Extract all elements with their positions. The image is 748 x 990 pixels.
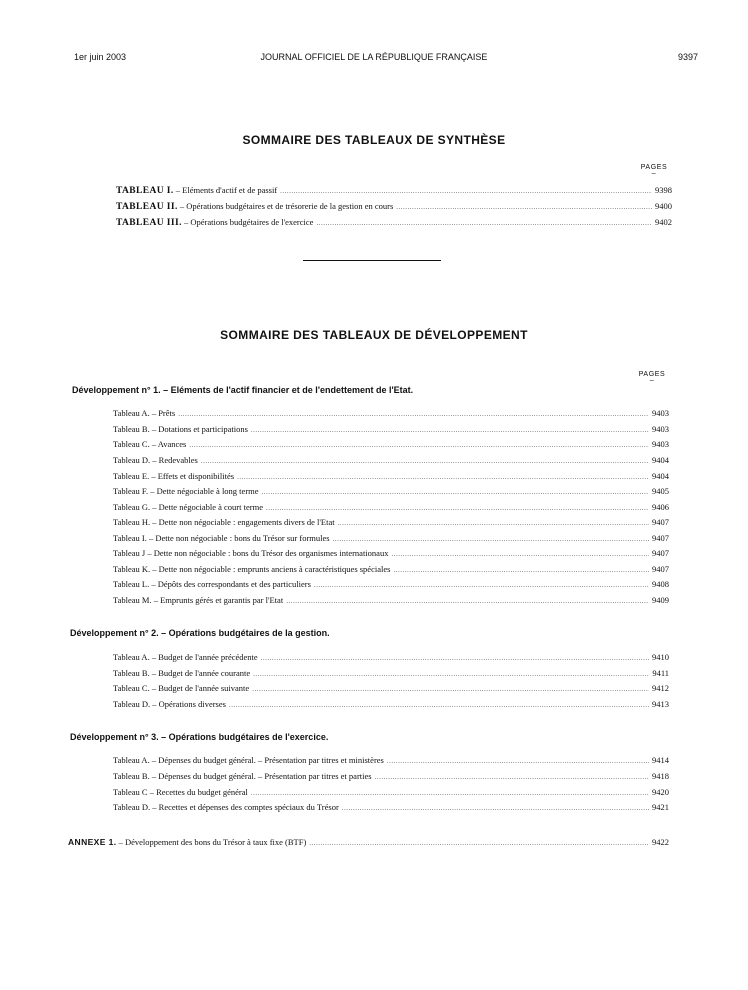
- table-row: [113, 698, 669, 712]
- entry-text: – Eléments d'actif et de passif: [173, 185, 278, 195]
- page-ref: 9420: [652, 787, 669, 797]
- dot-leader: [266, 502, 649, 515]
- page-ref: 9405: [652, 486, 669, 496]
- dot-leader: [189, 439, 649, 452]
- dot-leader: [251, 787, 649, 800]
- page-ref: 9400: [655, 201, 672, 211]
- annexe-row: [68, 836, 669, 850]
- header-journal-title: JOURNAL OFFICIEL DE LA RÉPUBLIQUE FRANÇAISE: [260, 52, 488, 62]
- header-date: 1er juin 2003: [74, 52, 127, 62]
- tableau-label: TABLEAU II.: [116, 202, 178, 212]
- developpement-title: SOMMAIRE DES TABLEAUX DE DÉVELOPPEMENT: [220, 328, 528, 342]
- page-ref: 9404: [652, 455, 669, 465]
- dot-leader: [251, 424, 649, 437]
- table-row: [113, 578, 669, 592]
- page-ref: 9407: [652, 533, 669, 543]
- entry-text: Tableau B. – Budget de l'année courante: [113, 668, 251, 678]
- synthese-row: [116, 216, 672, 230]
- synthese-entry: [116, 184, 277, 198]
- table-row: [113, 563, 669, 577]
- dot-leader: [280, 185, 652, 198]
- dot-leader: [391, 548, 649, 561]
- table-row: [113, 438, 669, 452]
- table-row: [113, 754, 669, 768]
- pages-label: PAGES: [640, 164, 668, 171]
- table-row: [113, 786, 669, 800]
- dot-leader: [252, 683, 649, 696]
- dot-leader: [338, 517, 649, 530]
- table-row: [113, 682, 669, 696]
- dot-leader: [396, 201, 652, 214]
- page-ref: 9412: [652, 683, 669, 693]
- page-ref: 9408: [652, 579, 669, 589]
- annexe-label: ANNEXE 1.: [68, 837, 117, 847]
- dot-leader: [286, 595, 649, 608]
- page-ref: 9404: [652, 471, 669, 481]
- developpement-3-heading: Développement n° 3. – Opérations budgétaires de l'exercice.: [70, 732, 329, 742]
- entry-text: – Opérations budgétaires et de trésorerie de la gestion en cours: [177, 201, 394, 211]
- entry-text: Tableau L. – Dépôts des correspondants et des particuliers: [113, 579, 311, 589]
- dot-leader: [261, 652, 649, 665]
- page-ref: 9421: [652, 802, 669, 812]
- synthese-pages-header: [634, 164, 674, 176]
- entry-text: Tableau E. – Effets et disponibilités: [113, 471, 235, 481]
- tableau-label: TABLEAU I.: [116, 186, 174, 196]
- synthese-entry: [116, 216, 313, 230]
- page-ref: 9402: [655, 217, 672, 227]
- section-divider: [303, 260, 441, 261]
- dot-leader: [237, 471, 649, 484]
- page-ref: 9398: [655, 185, 672, 195]
- entry-text: Tableau A. – Dépenses du budget général. – Présentation par titres et ministères: [113, 755, 384, 765]
- page-ref: 9413: [652, 699, 669, 709]
- developpement-pages-header: [632, 371, 672, 383]
- table-row: [113, 547, 669, 561]
- page-ref: 9407: [652, 564, 669, 574]
- page-ref: 9407: [652, 517, 669, 527]
- dot-leader: [201, 455, 649, 468]
- pages-dash: –: [649, 377, 655, 384]
- entry-text: Tableau D. – Opérations diverses: [113, 699, 226, 709]
- page-ref: 9403: [652, 408, 669, 418]
- synthese-title: SOMMAIRE DES TABLEAUX DE SYNTHÈSE: [242, 133, 506, 147]
- developpement-1-heading: Développement n° 1. – Eléments de l'actif financier et de l'endettement de l'Etat.: [72, 385, 414, 395]
- entry-text: Tableau M. – Emprunts gérés et garantis par l'Etat: [113, 595, 284, 605]
- entry-text: Tableau G. – Dette négociable à court terme: [113, 502, 263, 512]
- page-ref: 9414: [652, 755, 669, 765]
- table-row: [113, 651, 669, 665]
- entry-text: Tableau F. – Dette négociable à long terme: [113, 486, 259, 496]
- page-ref: 9406: [652, 502, 669, 512]
- table-row: [113, 454, 669, 468]
- table-row: [113, 770, 669, 784]
- table-row: [113, 423, 669, 437]
- entry-text: Tableau C – Recettes du budget général: [113, 787, 248, 797]
- page-ref: 9409: [652, 595, 669, 605]
- entry-text: Tableau K. – Dette non négociable : emprunts anciens à caractéristiques spéciales: [113, 564, 391, 574]
- header-page-number: 9397: [677, 52, 698, 62]
- pages-dash: –: [651, 170, 657, 177]
- dot-leader: [314, 579, 649, 592]
- synthese-row: [116, 184, 672, 198]
- annexe-entry: [68, 836, 306, 849]
- table-row: [113, 594, 669, 608]
- pages-label: PAGES: [638, 371, 666, 378]
- table-row: [113, 407, 669, 421]
- entry-text: Tableau H. – Dette non négociable : engagements divers de l'Etat: [113, 517, 335, 527]
- page-ref: 9410: [652, 652, 669, 662]
- entry-text: Tableau A. – Prêts: [113, 408, 176, 418]
- page-ref: 9403: [652, 424, 669, 434]
- entry-text: Tableau B. – Dépenses du budget général. – Présentation par titres et parties: [113, 771, 372, 781]
- tableau-label: TABLEAU III.: [116, 218, 182, 228]
- synthese-row: [116, 200, 672, 214]
- page-ref: 9403: [652, 439, 669, 449]
- entry-text: Tableau I. – Dette non négociable : bons du Trésor sur formules: [113, 533, 330, 543]
- page-ref: 9418: [652, 771, 669, 781]
- table-row: [113, 667, 669, 681]
- synthese-entry: [116, 200, 393, 214]
- dot-leader: [262, 486, 649, 499]
- table-row: [113, 801, 669, 815]
- entry-text: Tableau D. – Recettes et dépenses des comptes spéciaux du Trésor: [113, 802, 339, 812]
- entry-text: Tableau A. – Budget de l'année précédente: [113, 652, 258, 662]
- dot-leader: [178, 408, 649, 421]
- dot-leader: [375, 771, 649, 784]
- entry-text: – Développement des bons du Trésor à taux fixe (BTF): [116, 837, 307, 847]
- entry-text: Tableau B. – Dotations et participations: [113, 424, 248, 434]
- dot-leader: [333, 533, 649, 546]
- table-row: [113, 485, 669, 499]
- table-row: [113, 470, 669, 484]
- dot-leader: [393, 564, 649, 577]
- dot-leader: [342, 802, 649, 815]
- dot-leader: [316, 217, 652, 230]
- page-ref: 9411: [652, 668, 669, 678]
- entry-text: Tableau J – Dette non négociable : bons du Trésor des organismes internationaux: [113, 548, 389, 558]
- page-ref: 9422: [652, 837, 669, 847]
- entry-text: – Opérations budgétaires de l'exercice: [181, 217, 314, 227]
- dot-leader: [253, 668, 649, 681]
- table-row: [113, 532, 669, 546]
- dot-leader: [309, 837, 649, 850]
- table-row: [113, 501, 669, 515]
- dot-leader: [229, 699, 649, 712]
- table-row: [113, 516, 669, 530]
- entry-text: Tableau C. – Budget de l'année suivante: [113, 683, 250, 693]
- dot-leader: [387, 755, 649, 768]
- entry-text: Tableau D. – Redevables: [113, 455, 198, 465]
- page-ref: 9407: [652, 548, 669, 558]
- developpement-2-heading: Développement n° 2. – Opérations budgétaires de la gestion.: [70, 628, 330, 638]
- entry-text: Tableau C. – Avances: [113, 439, 187, 449]
